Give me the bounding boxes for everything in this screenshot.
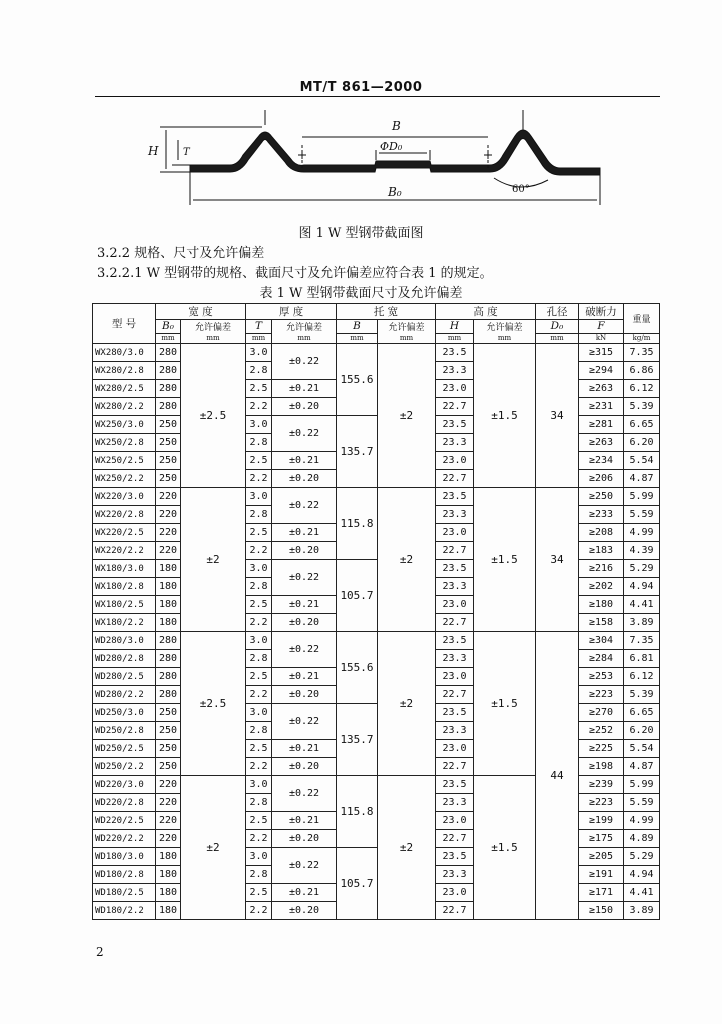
weight-cell: 5.54: [624, 452, 660, 470]
weight-cell: 6.12: [624, 668, 660, 686]
unit-f: kN: [579, 333, 624, 343]
width-b0-cell: 280: [156, 668, 181, 686]
thickness-cell: 3.0: [246, 560, 272, 578]
force-cell: ≥294: [579, 362, 624, 380]
weight-cell: 5.54: [624, 740, 660, 758]
thickness-tol-cell: ±0.21: [272, 740, 337, 758]
header-hole: 孔径: [536, 304, 579, 320]
thickness-cell: 3.0: [246, 416, 272, 434]
table-row: [93, 632, 660, 650]
w-steel-strip-section-figure: [0, 0, 722, 230]
weight-cell: 4.39: [624, 542, 660, 560]
width-b0-cell: 280: [156, 686, 181, 704]
section-3-2-2: 3.2.2 规格、尺寸及允许偏差: [97, 246, 265, 261]
header-thickness: 厚 度: [246, 304, 337, 320]
force-cell: ≥252: [579, 722, 624, 740]
model-cell: WX280/3.0: [93, 344, 156, 362]
height-tol-cell: ±1.5: [474, 344, 536, 488]
height-cell: 23.5: [436, 704, 474, 722]
width-b0-cell: 220: [156, 488, 181, 506]
force-cell: ≥199: [579, 812, 624, 830]
width-tol-cell: ±2: [181, 776, 246, 920]
width-b0-cell: 250: [156, 416, 181, 434]
model-cell: WX180/2.8: [93, 578, 156, 596]
thickness-tol-cell: ±0.21: [272, 452, 337, 470]
model-cell: WD220/2.8: [93, 794, 156, 812]
hole-cell: 34: [536, 488, 579, 632]
model-cell: WD220/2.2: [93, 830, 156, 848]
weight-cell: 4.94: [624, 866, 660, 884]
width-b0-cell: 280: [156, 398, 181, 416]
model-cell: WD280/2.8: [93, 650, 156, 668]
support-b-cell: 155.6: [337, 344, 378, 416]
weight-cell: 4.87: [624, 470, 660, 488]
thickness-tol-cell: ±0.21: [272, 812, 337, 830]
header-b: B: [337, 320, 378, 334]
force-cell: ≥304: [579, 632, 624, 650]
thickness-tol-cell: ±0.20: [272, 830, 337, 848]
model-cell: WX280/2.2: [93, 398, 156, 416]
dim-label-t: T: [183, 147, 190, 158]
page-number: 2: [96, 945, 104, 959]
weight-cell: 7.35: [624, 632, 660, 650]
width-tol-cell: ±2: [181, 488, 246, 632]
model-cell: WX180/3.0: [93, 560, 156, 578]
model-cell: WX280/2.8: [93, 362, 156, 380]
dim-label-b: B: [392, 119, 401, 133]
model-cell: WX250/3.0: [93, 416, 156, 434]
header-d0: D₀: [536, 320, 579, 334]
height-cell: 23.0: [436, 596, 474, 614]
thickness-cell: 2.2: [246, 470, 272, 488]
height-cell: 22.7: [436, 686, 474, 704]
model-cell: WX180/2.2: [93, 614, 156, 632]
thickness-cell: 2.8: [246, 578, 272, 596]
unit-h: mm: [436, 333, 474, 343]
thickness-cell: 2.5: [246, 452, 272, 470]
weight-cell: 5.29: [624, 848, 660, 866]
unit-b: mm: [337, 333, 378, 343]
thickness-cell: 2.5: [246, 380, 272, 398]
force-cell: ≥208: [579, 524, 624, 542]
force-cell: ≥284: [579, 650, 624, 668]
width-b0-cell: 180: [156, 596, 181, 614]
height-cell: 23.5: [436, 560, 474, 578]
width-b0-cell: 250: [156, 452, 181, 470]
thickness-cell: 3.0: [246, 704, 272, 722]
thickness-tol-cell: ±0.22: [272, 488, 337, 524]
height-cell: 23.5: [436, 776, 474, 794]
header-h: H: [436, 320, 474, 334]
thickness-cell: 3.0: [246, 344, 272, 362]
model-cell: WX280/2.5: [93, 380, 156, 398]
force-cell: ≥270: [579, 704, 624, 722]
thickness-cell: 2.8: [246, 866, 272, 884]
height-cell: 23.3: [436, 434, 474, 452]
header-b0: B₀: [156, 320, 181, 334]
header-support-tol: 允许偏差 mm: [378, 320, 436, 344]
model-cell: WD280/2.2: [93, 686, 156, 704]
width-b0-cell: 250: [156, 470, 181, 488]
force-cell: ≥205: [579, 848, 624, 866]
weight-cell: 4.41: [624, 596, 660, 614]
weight-cell: 4.87: [624, 758, 660, 776]
dim-label-d0: ΦD₀: [380, 140, 403, 153]
thickness-tol-cell: ±0.22: [272, 560, 337, 596]
height-cell: 22.7: [436, 830, 474, 848]
model-cell: WD180/2.5: [93, 884, 156, 902]
width-b0-cell: 250: [156, 758, 181, 776]
width-b0-cell: 250: [156, 722, 181, 740]
thickness-tol-cell: ±0.20: [272, 614, 337, 632]
force-cell: ≥216: [579, 560, 624, 578]
width-b0-cell: 280: [156, 380, 181, 398]
thickness-cell: 2.5: [246, 668, 272, 686]
height-cell: 23.0: [436, 740, 474, 758]
weight-cell: 5.29: [624, 560, 660, 578]
thickness-tol-cell: ±0.20: [272, 902, 337, 920]
width-b0-cell: 220: [156, 542, 181, 560]
thickness-cell: 2.8: [246, 722, 272, 740]
weight-cell: 5.59: [624, 794, 660, 812]
model-cell: WD280/2.5: [93, 668, 156, 686]
force-cell: ≥183: [579, 542, 624, 560]
height-cell: 22.7: [436, 902, 474, 920]
thickness-cell: 2.2: [246, 686, 272, 704]
width-b0-cell: 180: [156, 848, 181, 866]
height-cell: 23.3: [436, 722, 474, 740]
weight-cell: 6.20: [624, 434, 660, 452]
thickness-tol-cell: ±0.21: [272, 380, 337, 398]
width-b0-cell: 250: [156, 740, 181, 758]
height-cell: 22.7: [436, 398, 474, 416]
force-cell: ≥263: [579, 434, 624, 452]
width-b0-cell: 280: [156, 650, 181, 668]
model-cell: WD180/2.2: [93, 902, 156, 920]
support-tol-cell: ±2: [378, 344, 436, 488]
section-3-2-2-1: 3.2.2.1 W 型钢带的规格、截面尺寸及允许偏差应符合表 1 的规定。: [97, 266, 493, 281]
thickness-tol-cell: ±0.20: [272, 758, 337, 776]
model-cell: WD250/2.5: [93, 740, 156, 758]
width-b0-cell: 220: [156, 506, 181, 524]
model-cell: WD280/3.0: [93, 632, 156, 650]
thickness-cell: 3.0: [246, 632, 272, 650]
model-cell: WX250/2.5: [93, 452, 156, 470]
width-b0-cell: 220: [156, 524, 181, 542]
height-cell: 23.3: [436, 650, 474, 668]
force-cell: ≥158: [579, 614, 624, 632]
thickness-cell: 2.5: [246, 740, 272, 758]
force-cell: ≥180: [579, 596, 624, 614]
model-cell: WD220/3.0: [93, 776, 156, 794]
thickness-cell: 2.2: [246, 398, 272, 416]
model-cell: WD250/2.8: [93, 722, 156, 740]
force-cell: ≥239: [579, 776, 624, 794]
thickness-cell: 2.5: [246, 596, 272, 614]
model-cell: WX220/2.8: [93, 506, 156, 524]
thickness-cell: 2.8: [246, 362, 272, 380]
thickness-cell: 2.8: [246, 794, 272, 812]
support-b-cell: 135.7: [337, 416, 378, 488]
weight-cell: 3.89: [624, 614, 660, 632]
force-cell: ≥281: [579, 416, 624, 434]
force-cell: ≥315: [579, 344, 624, 362]
support-tol-cell: ±2: [378, 776, 436, 920]
thickness-cell: 2.2: [246, 614, 272, 632]
thickness-cell: 3.0: [246, 848, 272, 866]
support-b-cell: 155.6: [337, 632, 378, 704]
thickness-cell: 2.5: [246, 524, 272, 542]
thickness-tol-cell: ±0.20: [272, 542, 337, 560]
height-cell: 23.5: [436, 632, 474, 650]
width-tol-cell: ±2.5: [181, 344, 246, 488]
force-cell: ≥253: [579, 668, 624, 686]
thickness-tol-cell: ±0.22: [272, 848, 337, 884]
hole-cell: 34: [536, 344, 579, 488]
support-tol-cell: ±2: [378, 488, 436, 632]
height-cell: 23.3: [436, 506, 474, 524]
thickness-tol-cell: ±0.22: [272, 776, 337, 812]
dim-label-angle: 60°: [512, 184, 530, 195]
height-cell: 23.0: [436, 884, 474, 902]
force-cell: ≥223: [579, 794, 624, 812]
header-weight: 重量: [624, 304, 660, 334]
thickness-tol-cell: ±0.22: [272, 632, 337, 668]
height-cell: 23.0: [436, 452, 474, 470]
table-caption: 表 1 W 型钢带截面尺寸及允许偏差: [259, 286, 463, 301]
hole-cell: 44: [536, 632, 579, 920]
table-row: [93, 488, 660, 506]
header-t-tol: 允许偏差 mm: [272, 320, 337, 344]
model-cell: WX250/2.8: [93, 434, 156, 452]
weight-cell: 5.99: [624, 776, 660, 794]
force-cell: ≥233: [579, 506, 624, 524]
weight-cell: 6.65: [624, 416, 660, 434]
header-f: F: [579, 320, 624, 334]
weight-cell: 4.99: [624, 812, 660, 830]
height-cell: 23.3: [436, 578, 474, 596]
thickness-tol-cell: ±0.22: [272, 344, 337, 380]
unit-t: mm: [246, 333, 272, 343]
width-b0-cell: 180: [156, 884, 181, 902]
height-cell: 22.7: [436, 614, 474, 632]
force-cell: ≥175: [579, 830, 624, 848]
height-cell: 22.7: [436, 758, 474, 776]
model-cell: WD250/2.2: [93, 758, 156, 776]
height-cell: 22.7: [436, 470, 474, 488]
thickness-cell: 3.0: [246, 776, 272, 794]
table-row: [93, 344, 660, 362]
thickness-cell: 3.0: [246, 488, 272, 506]
thickness-tol-cell: ±0.21: [272, 596, 337, 614]
header-support: 托 宽: [337, 304, 436, 320]
height-tol-cell: ±1.5: [474, 488, 536, 632]
width-b0-cell: 250: [156, 434, 181, 452]
force-cell: ≥171: [579, 884, 624, 902]
header-height: 高 度: [436, 304, 536, 320]
weight-cell: 5.39: [624, 398, 660, 416]
weight-cell: 4.41: [624, 884, 660, 902]
width-tol-cell: ±2.5: [181, 632, 246, 776]
height-cell: 23.5: [436, 344, 474, 362]
height-cell: 23.0: [436, 668, 474, 686]
width-b0-cell: 180: [156, 866, 181, 884]
model-cell: WX220/3.0: [93, 488, 156, 506]
support-b-cell: 105.7: [337, 848, 378, 920]
weight-cell: 7.35: [624, 344, 660, 362]
weight-cell: 6.86: [624, 362, 660, 380]
figure-caption: 图 1 W 型钢带截面图: [298, 226, 424, 241]
thickness-cell: 2.8: [246, 506, 272, 524]
height-cell: 23.5: [436, 416, 474, 434]
header-height-tol: 允许偏差 mm: [474, 320, 536, 344]
model-cell: WD220/2.5: [93, 812, 156, 830]
model-cell: WX180/2.5: [93, 596, 156, 614]
weight-cell: 4.89: [624, 830, 660, 848]
width-b0-cell: 180: [156, 560, 181, 578]
weight-cell: 4.94: [624, 578, 660, 596]
width-b0-cell: 280: [156, 344, 181, 362]
model-cell: WX220/2.2: [93, 542, 156, 560]
width-b0-cell: 180: [156, 614, 181, 632]
height-cell: 23.3: [436, 866, 474, 884]
model-cell: WX250/2.2: [93, 470, 156, 488]
height-tol-cell: ±1.5: [474, 632, 536, 776]
height-cell: 23.3: [436, 362, 474, 380]
height-cell: 23.0: [436, 524, 474, 542]
width-b0-cell: 180: [156, 902, 181, 920]
weight-cell: 6.20: [624, 722, 660, 740]
thickness-cell: 2.2: [246, 830, 272, 848]
weight-cell: 5.59: [624, 506, 660, 524]
width-b0-cell: 220: [156, 776, 181, 794]
width-b0-cell: 250: [156, 704, 181, 722]
force-cell: ≥191: [579, 866, 624, 884]
height-cell: 23.3: [436, 794, 474, 812]
force-cell: ≥150: [579, 902, 624, 920]
unit-d0: mm: [536, 333, 579, 343]
table-body: [93, 344, 660, 920]
height-cell: 23.5: [436, 848, 474, 866]
force-cell: ≥202: [579, 578, 624, 596]
unit-weight: kg/m: [624, 333, 660, 343]
unit-b0: mm: [156, 333, 181, 343]
thickness-tol-cell: ±0.20: [272, 398, 337, 416]
header-force: 破断力: [579, 304, 624, 320]
weight-cell: 6.65: [624, 704, 660, 722]
dim-label-h: H: [148, 144, 159, 158]
support-tol-cell: ±2: [378, 632, 436, 776]
thickness-cell: 2.5: [246, 812, 272, 830]
height-cell: 22.7: [436, 542, 474, 560]
weight-cell: 4.99: [624, 524, 660, 542]
height-cell: 23.0: [436, 380, 474, 398]
weight-cell: 6.12: [624, 380, 660, 398]
header-width: 宽 度: [156, 304, 246, 320]
header-model: 型 号: [93, 304, 156, 344]
force-cell: ≥234: [579, 452, 624, 470]
weight-cell: 5.39: [624, 686, 660, 704]
support-b-cell: 135.7: [337, 704, 378, 776]
thickness-cell: 2.5: [246, 884, 272, 902]
thickness-cell: 2.8: [246, 434, 272, 452]
width-b0-cell: 280: [156, 362, 181, 380]
force-cell: ≥198: [579, 758, 624, 776]
thickness-cell: 2.2: [246, 758, 272, 776]
thickness-cell: 2.8: [246, 650, 272, 668]
weight-cell: 6.81: [624, 650, 660, 668]
width-b0-cell: 280: [156, 632, 181, 650]
weight-cell: 5.99: [624, 488, 660, 506]
header-width-tol: 允许偏差 mm: [181, 320, 246, 344]
height-cell: 23.0: [436, 812, 474, 830]
header-t: T: [246, 320, 272, 334]
force-cell: ≥223: [579, 686, 624, 704]
thickness-cell: 2.2: [246, 902, 272, 920]
model-cell: WD180/3.0: [93, 848, 156, 866]
standard-code-header: MT/T 861—2000: [299, 80, 423, 95]
force-cell: ≥250: [579, 488, 624, 506]
support-b-cell: 115.8: [337, 776, 378, 848]
thickness-tol-cell: ±0.20: [272, 686, 337, 704]
model-cell: WD250/3.0: [93, 704, 156, 722]
thickness-cell: 2.2: [246, 542, 272, 560]
width-b0-cell: 220: [156, 794, 181, 812]
width-b0-cell: 220: [156, 812, 181, 830]
height-tol-cell: ±1.5: [474, 776, 536, 920]
support-b-cell: 105.7: [337, 560, 378, 632]
thickness-tol-cell: ±0.22: [272, 704, 337, 740]
height-cell: 23.5: [436, 488, 474, 506]
support-b-cell: 115.8: [337, 488, 378, 560]
width-b0-cell: 180: [156, 578, 181, 596]
weight-cell: 3.89: [624, 902, 660, 920]
force-cell: ≥225: [579, 740, 624, 758]
force-cell: ≥231: [579, 398, 624, 416]
steel-strip-dimension-table: [92, 303, 660, 920]
dim-label-b0: B₀: [388, 185, 402, 199]
thickness-tol-cell: ±0.22: [272, 416, 337, 452]
width-b0-cell: 220: [156, 830, 181, 848]
thickness-tol-cell: ±0.20: [272, 470, 337, 488]
thickness-tol-cell: ±0.21: [272, 884, 337, 902]
force-cell: ≥206: [579, 470, 624, 488]
thickness-tol-cell: ±0.21: [272, 668, 337, 686]
model-cell: WX220/2.5: [93, 524, 156, 542]
thickness-tol-cell: ±0.21: [272, 524, 337, 542]
model-cell: WD180/2.8: [93, 866, 156, 884]
force-cell: ≥263: [579, 380, 624, 398]
